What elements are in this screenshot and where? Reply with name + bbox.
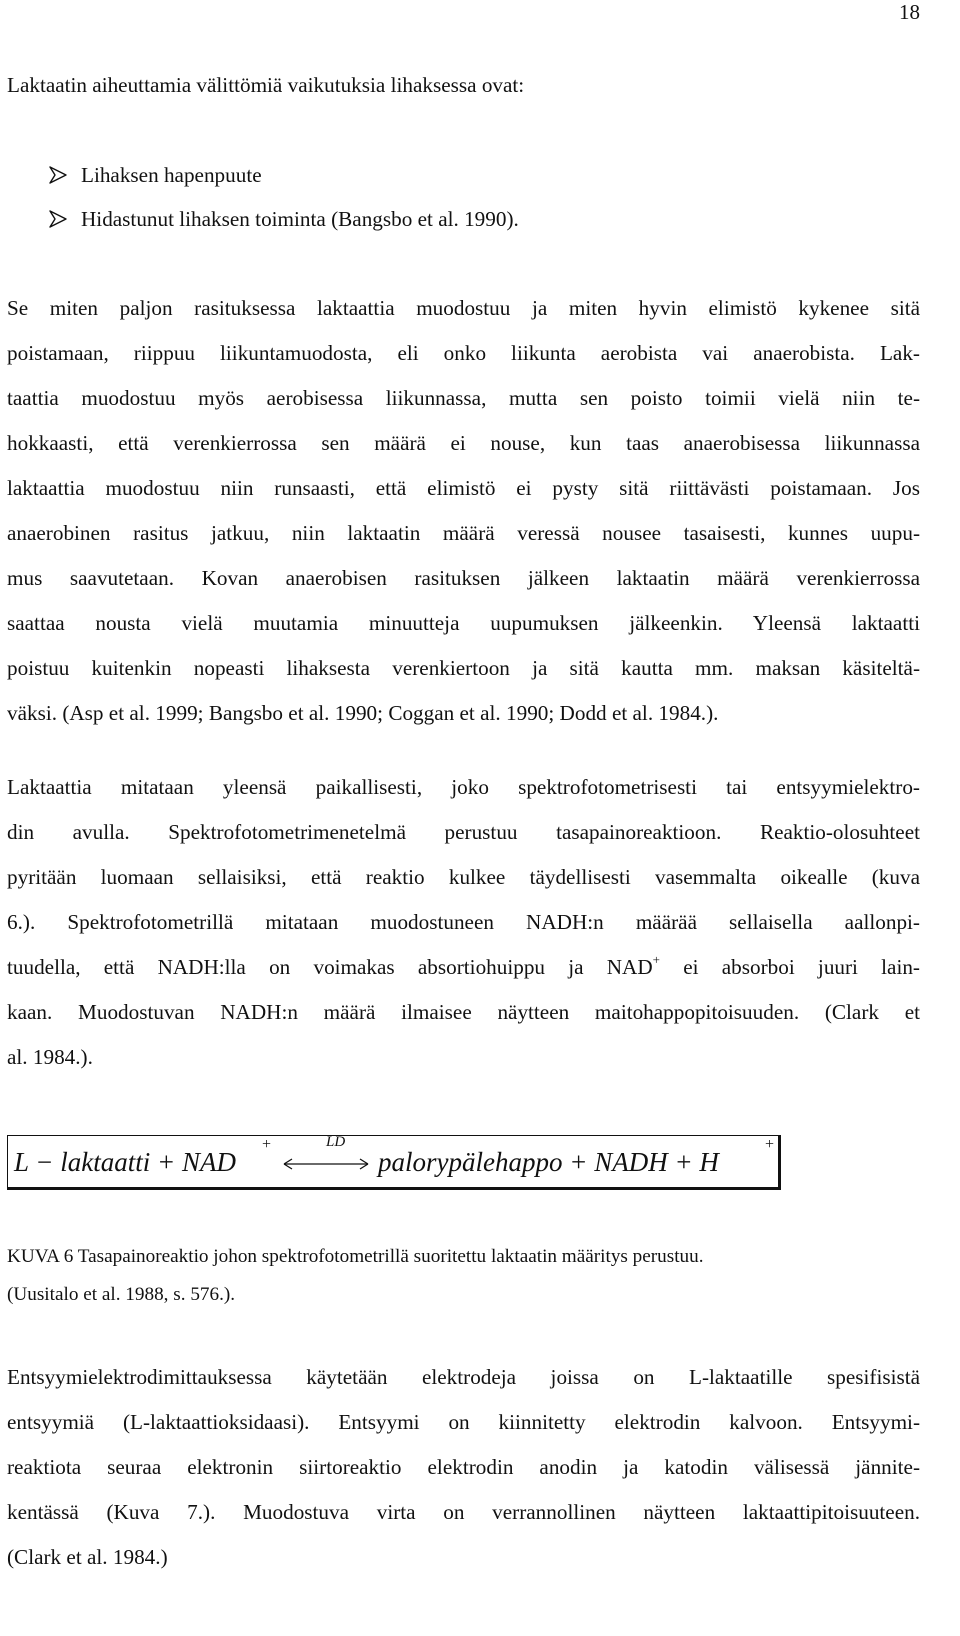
intro-text: Laktaatin aiheuttamia välittömiä vaikutuksia lihaksessa ovat: bbox=[7, 73, 525, 97]
arrowhead-bullet-icon bbox=[48, 165, 68, 185]
text-line: saattaa nousta vielä muutamia minuutteja uupumuksen jälkeenkin. Yleensä laktaatti bbox=[7, 611, 920, 635]
text-segment: tuudella, että NADH:lla on voimakas absortiohuippu ja NAD bbox=[7, 955, 653, 979]
text-line: mus saavutetaan. Kovan anaerobisen rasituksen jälkeen laktaatin määrä verenkierrossa bbox=[7, 566, 920, 590]
text-line: (Clark et al. 1984.) bbox=[7, 1545, 168, 1569]
text-line: 6.). Spektrofotometrillä mitataan muodostuneen NADH:n määrää sellaisella aallonpi- bbox=[7, 910, 920, 934]
paragraph-lactate-production bbox=[7, 286, 920, 736]
equation-superscript: + bbox=[262, 1136, 272, 1153]
text-line-with-superscript bbox=[7, 945, 920, 990]
reaction-equation bbox=[7, 1135, 781, 1190]
text-line: kaan. Muodostuvan NADH:n määrä ilmaisee näytteen maitohappopitoisuuden. (Clark et bbox=[7, 1000, 920, 1024]
bullet-label: Lihaksen hapenpuute bbox=[81, 163, 262, 187]
text-line: kentässä (Kuva 7.). Muodostuva virta on verrannollinen näytteen laktaattipitoisuuteen. bbox=[7, 1500, 920, 1524]
bullet-label: Hidastunut lihaksen toiminta (Bangsbo et al. 1990). bbox=[81, 207, 519, 231]
figure-caption: KUVA 6 Tasapainoreaktio johon spektrofotometrillä suoritettu laktaatin määritys perustuu. bbox=[7, 1246, 704, 1267]
text-line: poistamaan, riippuu liikuntamuodosta, eli onko liikunta aerobista vai anaerobista. Lak- bbox=[7, 341, 920, 365]
text-line: al. 1984.). bbox=[7, 1045, 93, 1069]
arrowhead-bullet-icon bbox=[48, 209, 68, 229]
bullet-item bbox=[48, 204, 519, 234]
equation-products: palorypälehappo + NADH + H bbox=[378, 1147, 719, 1177]
text-line: hokkaasti, että verenkierrossa sen määrä ei nouse, kun taas anaerobisessa liikunnassa bbox=[7, 431, 920, 455]
figure-caption-source: (Uusitalo et al. 1988, s. 576.). bbox=[7, 1284, 236, 1305]
text-line: laktaattia muodostuu niin runsaasti, että elimistö ei pysty sitä riittävästi poistamaan. Jos bbox=[7, 476, 920, 500]
page-number: 18 bbox=[899, 0, 920, 24]
text-segment: ei absorboi juuri lain- bbox=[660, 955, 920, 979]
bullet-item bbox=[48, 160, 262, 190]
text-line: Laktaattia mitataan yleensä paikallisesti, joko spektrofotometrisesti tai entsyymielektro- bbox=[7, 775, 920, 799]
equation-reactants: L − laktaatti + NAD bbox=[14, 1147, 236, 1177]
enzyme-label: LD bbox=[326, 1134, 346, 1150]
text-line: taattia muodostuu myös aerobisessa liikunnassa, mutta sen poisto toimii vielä niin te- bbox=[7, 386, 920, 410]
superscript-plus: + bbox=[652, 952, 660, 967]
equilibrium-arrow-icon bbox=[280, 1150, 372, 1174]
text-line: entsyymiä (L-laktaattioksidaasi). Entsyymi on kiinnitetty elektrodin kalvoon. Entsyymi- bbox=[7, 1410, 920, 1434]
equation-superscript: + bbox=[765, 1136, 775, 1153]
text-line: Se miten paljon rasituksessa laktaattia muodostuu ja miten hyvin elimistö kykenee sitä bbox=[7, 296, 920, 320]
text-line: Entsyymielektrodimittauksessa käytetään elektrodeja joissa on L-laktaatille spesifisistä bbox=[7, 1365, 920, 1389]
text-line: pyritään luomaan sellaisiksi, että reaktio kulkee täydellisesti vasemmalta oikealle (kuva bbox=[7, 865, 920, 889]
text-line: anaerobinen rasitus jatkuu, niin laktaatin määrä veressä nousee tasaisesti, kunnes uupu- bbox=[7, 521, 920, 545]
text-line: väksi. (Asp et al. 1999; Bangsbo et al. 1990; Coggan et al. 1990; Dodd et al. 1984.). bbox=[7, 701, 719, 725]
text-line: reaktiota seuraa elektronin siirtoreaktio elektrodin anodin ja katodin välisessä jännite- bbox=[7, 1455, 920, 1479]
text-line: din avulla. Spektrofotometrimenetelmä perustuu tasapainoreaktioon. Reaktio-olosuhteet bbox=[7, 820, 920, 844]
paragraph-measurement bbox=[7, 765, 920, 1080]
text-line: poistuu kuitenkin nopeasti lihaksesta verenkiertoon ja sitä kautta mm. maksan käsiteltä- bbox=[7, 656, 920, 680]
paragraph-enzyme-electrode bbox=[7, 1355, 920, 1580]
